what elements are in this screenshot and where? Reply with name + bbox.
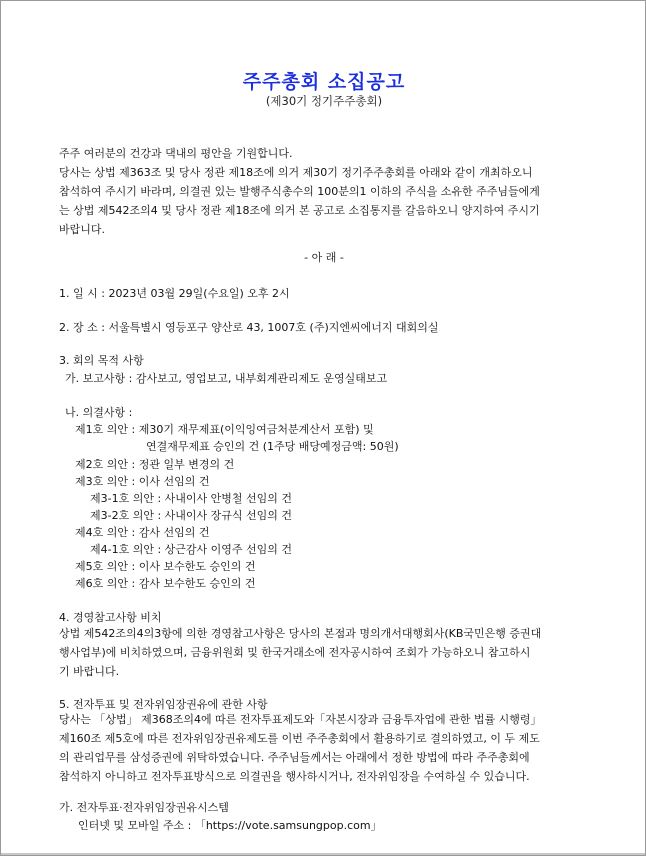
evoting-line: 참석하지 아니하고 전자투표방식으로 의결권을 행사하시거나, 전자위임장을 수여하실 수 있습니다. [59, 770, 530, 783]
reference-line: 행사업부)에 비치하였으며, 금융위원회 및 한국거래소에 전자공시하여 조회가 가능하오니 참고하시 [59, 646, 531, 659]
meeting-datetime: 1. 일 시 : 2023년 03월 29일(수요일) 오후 2시 [59, 287, 290, 300]
meeting-location: 2. 장 소 : 서울특별시 영등포구 양산로 43, 1007호 (주)지엔씨에너지 대회의실 [59, 321, 439, 334]
evoting-paragraph [59, 710, 599, 786]
agenda-item-1-cont: 연결재무제표 승인의 건 (1주당 배당예정금액: 50원) [146, 440, 399, 453]
agenda-item-5: 제5호 의안 : 이사 보수한도 승인의 건 [75, 560, 256, 573]
evoting-line: 당사는 「상법」 제368조의4에 따른 전자투표제도와「자본시장과 금융투자업에 관한 법률 시행령」 [59, 713, 542, 726]
greeting-line: 는 상법 제542조의4 및 당사 정관 제18조에 의거 본 공고로 소집통지를 갈음하오니 양지하여 주시기 [59, 204, 540, 217]
reference-heading: 4. 경영참고사항 비치 [59, 611, 162, 624]
greeting-line: 참석하여 주시기 바라며, 의결권 있는 발행주식총수의 100분의1 이하의 주식을 소유한 주주님들에게 [59, 185, 540, 198]
reference-line: 상법 제542조의4의3항에 의한 경영참고사항은 당사의 본점과 명의개서대행회사(KB국민은행 증권대 [59, 627, 542, 640]
evoting-system-heading: 가. 전자투표·전자위임장권유시스템 [59, 801, 229, 814]
evoting-line: 제160조 제5호에 따른 전자위임장권유제도를 이번 주주총회에서 활용하기로 결의하였고, 이 두 제도 [59, 732, 540, 745]
greeting-line: 주주 여러분의 건강과 댁내의 평안을 기원합니다. [59, 147, 293, 160]
agenda-item-3: 제3호 의안 : 이사 선임의 건 [75, 475, 210, 488]
resolution-heading: 나. 의결사항 : [65, 406, 133, 419]
evoting-url-line: 인터넷 및 모바일 주소 : 「https://vote.samsungpop.com」 [78, 819, 382, 832]
agenda-item-3-2: 제3-2호 의안 : 사내이사 장규식 선임의 건 [90, 509, 293, 522]
notice-subtitle: (제30기 정기주주총회) [265, 94, 383, 108]
section-separator: - 아 래 - [304, 251, 344, 264]
agenda-item-3-1: 제3-1호 의안 : 사내이사 안병철 선임의 건 [90, 492, 293, 505]
reference-paragraph [59, 624, 599, 681]
report-items: 가. 보고사항 : 감사보고, 영업보고, 내부회계관리제도 운영실태보고 [65, 372, 388, 385]
reference-line: 기 바랍니다. [59, 665, 120, 678]
greeting-paragraph [59, 144, 599, 239]
agenda-heading: 3. 회의 목적 사항 [59, 354, 144, 367]
agenda-item-4: 제4호 의안 : 감사 선임의 건 [75, 526, 210, 539]
agenda-item-4-1: 제4-1호 의안 : 상근감사 이영주 선임의 건 [90, 543, 293, 556]
agenda-item-6: 제6호 의안 : 감사 보수한도 승인의 건 [75, 577, 256, 590]
notice-title: 주주총회 소집공고 [242, 71, 406, 93]
agenda-item-2: 제2호 의안 : 정관 일부 변경의 건 [75, 458, 235, 471]
agenda-item-1: 제1호 의안 : 제30기 재무제표(이익잉여금처분계산서 포함) 및 [75, 423, 374, 436]
greeting-line: 당사는 상법 제363조 및 당사 정관 제18조에 의거 제30기 정기주주총회를 아래와 같이 개최하오니 [59, 166, 533, 179]
greeting-line: 바랍니다. [59, 223, 106, 236]
evoting-line: 의 관리업무를 삼성증권에 위탁하였습니다. 주주님들께서는 아래에서 정한 방법에 따라 주주총회에 [59, 751, 530, 764]
evoting-heading: 5. 전자투표 및 전자위임장권유에 관한 사항 [59, 698, 268, 711]
